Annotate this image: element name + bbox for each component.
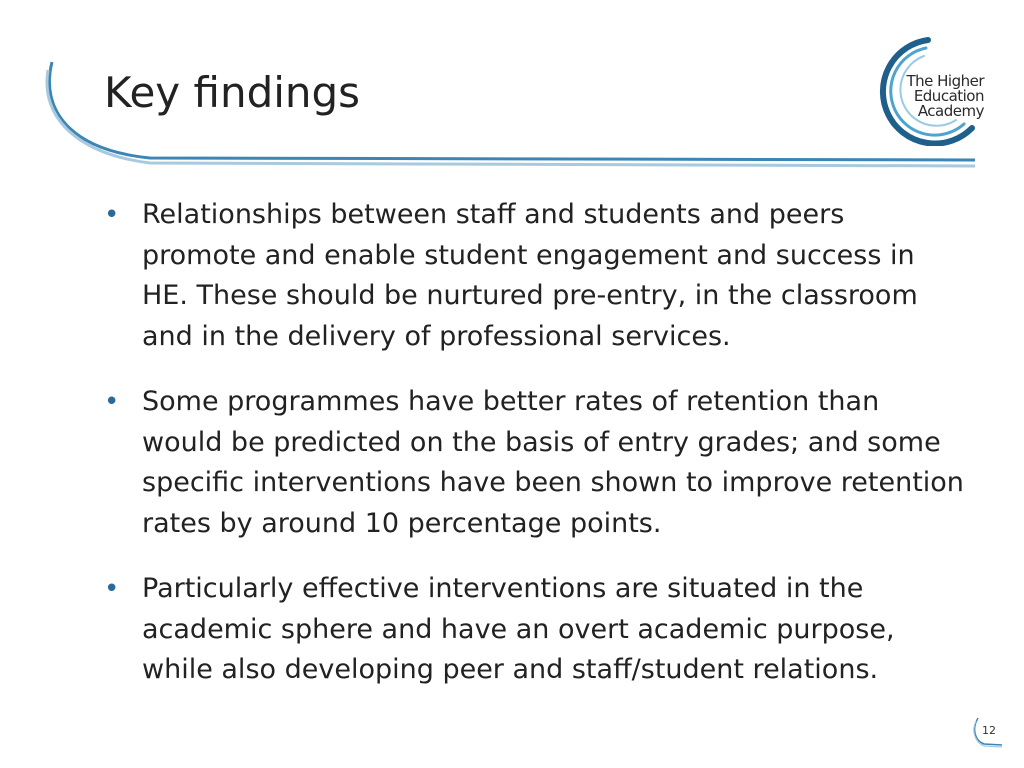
bullet-item [104, 569, 964, 691]
bullet-list [104, 195, 964, 716]
bullet-item [104, 195, 964, 357]
page-number: 12 [982, 724, 996, 737]
bullet-icon: • [104, 574, 120, 604]
bullet-text: Relationships between staff and students and peers promote and enable student engagement and success in HE. These should be nurtured pre-entry, in the classroom and in the delivery of professional services. [142, 199, 918, 352]
logo-line-1: The Higher [906, 72, 984, 90]
bullet-item [104, 382, 964, 544]
logo-line-2: Education [913, 87, 984, 105]
logo-line-3: Academy [917, 102, 984, 120]
bullet-text: Particularly effective interventions are situated in the academic sphere and have an overt academic purpose, while also developing peer and staff/student relations. [142, 573, 895, 685]
slide-title: Key findings [104, 68, 361, 117]
bullet-icon: • [104, 387, 120, 417]
bullet-text: Some programmes have better rates of retention than would be predicted on the basis of entry grades; and some specific interventions have been shown to improve retention rates by around 10 percentage points. [142, 386, 964, 539]
bullet-icon: • [104, 200, 120, 230]
hea-logo-text [904, 74, 984, 119]
